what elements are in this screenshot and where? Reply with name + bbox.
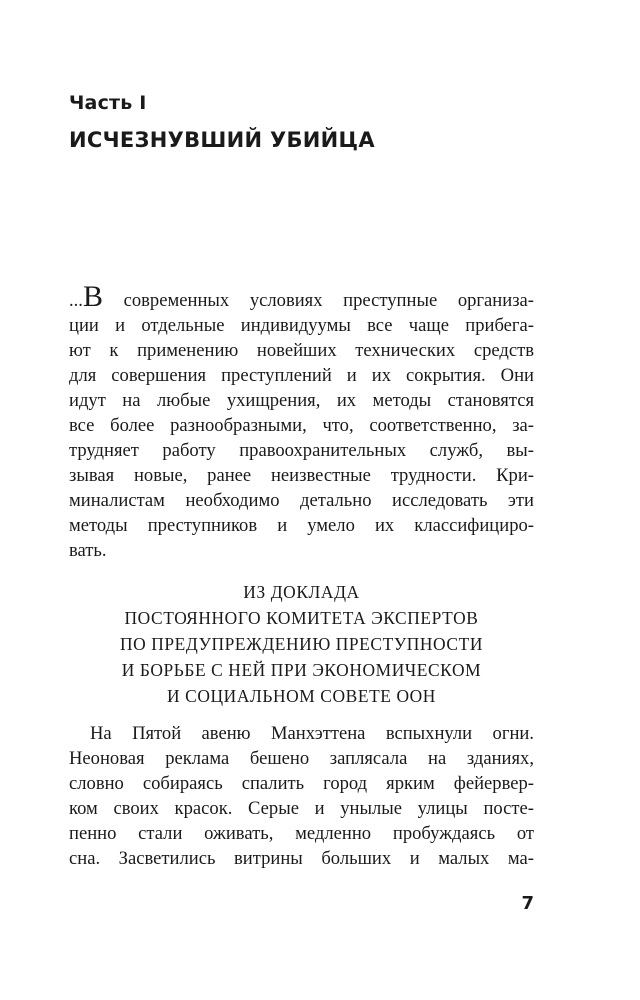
body-line: пенно стали оживать, медленно пробуждаясь от xyxy=(69,823,534,844)
epigraph-line: все более разнообразными, что, соответственно, за- xyxy=(69,415,534,436)
epigraph-ellipsis: ... xyxy=(69,290,83,311)
epigraph-line: миналистам необходимо детально исследовать эти xyxy=(69,490,534,511)
chapter-body xyxy=(69,721,534,871)
epigraph-line: ции и отдельные индивидуумы все чаще прибега- xyxy=(69,315,534,336)
epigraph-line: для совершения преступлений и их сокрытия. Они xyxy=(69,365,534,386)
body-line: сна. Засветились витрины больших и малых ма- xyxy=(69,848,534,869)
epigraph-line: вать. xyxy=(69,540,107,561)
source-line: И СОЦИАЛЬНОМ СОВЕТЕ ООН xyxy=(167,686,436,706)
source-line: ИЗ ДОКЛАДА xyxy=(243,582,360,602)
source-line: ПОСТОЯННОГО КОМИТЕТА ЭКСПЕРТОВ xyxy=(124,608,479,628)
epigraph-line: методы преступников и умело их классифициро- xyxy=(69,515,534,536)
body-line: словно собираясь спалить город ярким фейервер- xyxy=(69,773,534,794)
source-line: И БОРЬБЕ С НЕЙ ПРИ ЭКОНОМИЧЕСКОМ xyxy=(121,660,482,680)
epigraph xyxy=(69,280,534,563)
body-line: На Пятой авеню Манхэттена вспыхнули огни. xyxy=(90,723,534,744)
epigraph-line: трудняет работу правоохранительных служб, вы- xyxy=(69,440,534,461)
part-title: ИСЧЕЗНУВШИЙ УБИЙЦА xyxy=(69,128,375,152)
page-number: 7 xyxy=(521,893,534,914)
epigraph-line: ют к применению новейших технических средств xyxy=(69,340,534,361)
epigraph-line xyxy=(69,280,534,313)
body-line: ком своих красок. Серые и унылые улицы посте- xyxy=(69,798,534,819)
epigraph-source xyxy=(69,579,534,709)
body-line: Неоновая реклама бешено заплясала на зданиях, xyxy=(69,748,534,769)
epigraph-dropcap: В xyxy=(82,280,103,313)
epigraph-line: зывая новые, ранее неизвестные трудности. Кри- xyxy=(69,465,534,486)
epigraph-line: идут на любые ухищрения, их методы становятся xyxy=(69,390,534,411)
source-line: ПО ПРЕДУПРЕЖДЕНИЮ ПРЕСТУПНОСТИ xyxy=(119,634,484,654)
epigraph-line-text: современных условиях преступные организа- xyxy=(102,290,534,311)
part-label: Часть I xyxy=(69,92,147,114)
